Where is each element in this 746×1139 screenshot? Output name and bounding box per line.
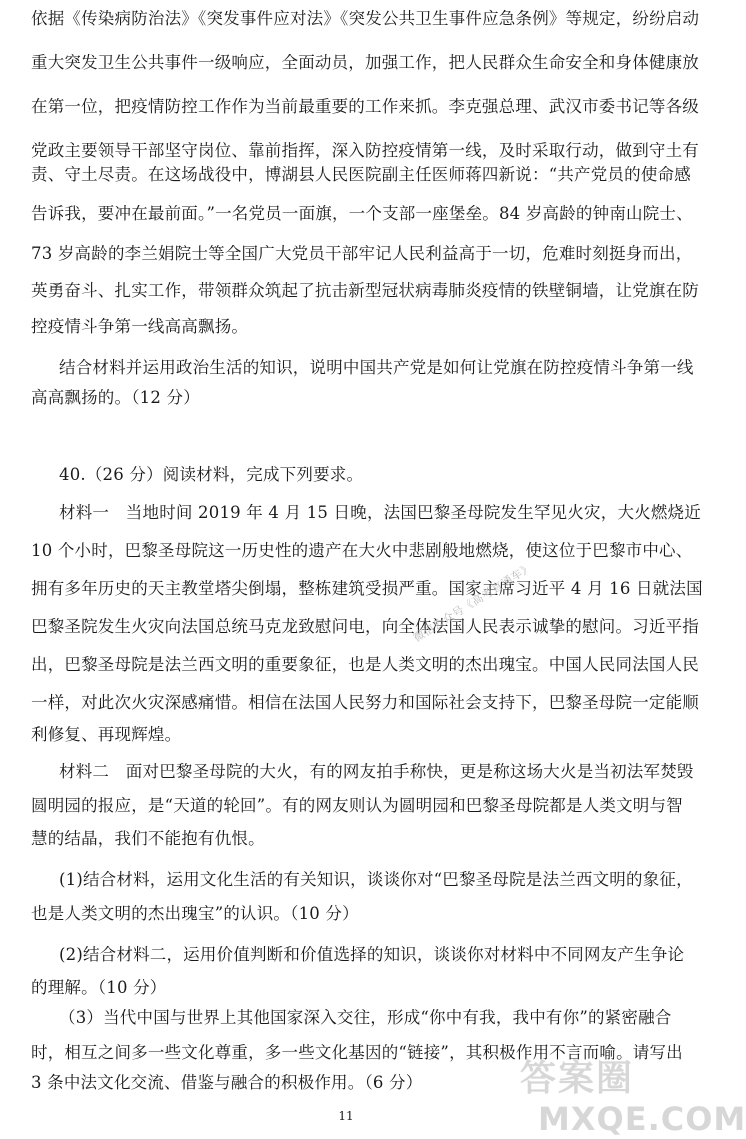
text-line: 在第一位，把疫情防控工作作为当前最重要的工作来抓。李克强总理、武汉市委书记等各级 [31,97,699,116]
sub-question: （3）当代中国与世界上其他国家深入交往，形成“你中有我，我中有你”的紧密融合 [59,1008,672,1027]
sub-question: 也是人类文明的杰出瑰宝”的认识。（10 分） [31,904,359,923]
text-line: 控疫情斗争第一线高高飘扬。 [31,317,249,336]
material-line: 10 个小时，巴黎圣母院这一历史性的遗产在大火中悲剧般地燃烧，使这位于巴黎市中心、 [31,541,693,560]
material-line: 出，巴黎圣母院是法兰西文明的重要象征，也是人类文明的杰出瑰宝。中国人民同法国人民 [31,655,699,674]
material-line: 利修复、再现辉煌。 [31,725,182,744]
sub-question: 的理解。（10 分） [31,978,167,997]
sub-question: 时，相互之间多一些文化尊重，多一些文化基因的“链接”，其积极作用不言而喻。请写出 [31,1043,683,1062]
material-line: 圆明园的报应，是“天道的轮回”。有的网友则认为圆明园和巴黎圣母院都是人类文明与智 [31,796,683,815]
text-line: 英勇奋斗、扎实工作，带领群众筑起了抗击新型冠状病毒肺炎疫情的铁壁铜墙，让党旗在防 [31,281,699,300]
text-line: 依据《传染病防治法》《突发事件应对法》《突发公共卫生事件应急条例》等规定，纷纷启动 [31,9,700,28]
question-heading: 40.（26 分）阅读材料，完成下列要求。 [59,465,364,484]
watermark-text: 微信公众号《高考直通车》 [411,560,535,645]
text-line: 告诉我，要冲在最前面。”一名党员一面旗，一个支部一座堡垒。84 岁高龄的钟南山院士、 [31,204,693,223]
watermark-logo: 答案圈 [520,1057,635,1099]
text-line: 重大突发卫生公共事件一级响应，全面动员，加强工作，把人民群众生命安全和身体健康放 [31,53,699,72]
question-prompt: 高高飘扬的。（12 分） [31,388,200,407]
text-line: 党政主要领导干部坚守岗位、靠前指挥，深入防控疫情第一线，及时采取行动，做到守土有 [31,141,699,160]
question-prompt: 结合材料并运用政治生活的知识，说明中国共产党是如何让党旗在防控疫情斗争第一线 [59,358,694,377]
sub-question: (2)结合材料二，运用价值判断和价值选择的知识，谈谈你对材料中不同网友产生争论 [59,945,685,964]
material-line: 慧的结晶，我们不能抱有仇恨。 [31,829,265,848]
material-line: 拥有多年历史的天主教堂塔尖倒塌，整栋建筑受损严重。国家主席习近平 4 月 16 日就法国 [31,579,703,598]
material-line: 一样，对此次火灾深感痛惜。相信在法国人民努力和国际社会支持下，巴黎圣母院一定能顺 [31,693,699,712]
material-line: 材料一 当地时间 2019 年 4 月 15 日晚，法国巴黎圣母院发生罕见火灾，大火燃烧近 [59,503,701,522]
text-line: 责、守土尽责。在这场战役中，博湖县人民医院副主任医师蒋四新说：“共产党员的使命感 [31,165,691,184]
material-line: 材料二 面对巴黎圣母院的大火，有的网友拍手称快，更是称这场大火是当初法军焚毁 [59,762,694,781]
watermark-domain: MXQE.COM [538,1100,746,1138]
material-line: 巴黎圣院发生火灾向法国总统马克龙致慰问电，向全体法国人民表示诚挚的慰问。习近平指 [31,617,699,636]
page-number: 11 [338,1109,354,1123]
sub-question: (1)结合材料，运用文化生活的有关知识，谈谈你对“巴黎圣母院是法兰西文明的象征， [59,870,693,889]
text-line: 73 岁高龄的李兰娟院士等全国广大党员干部牢记人民利益高于一切，危难时刻挺身而出， [31,244,693,263]
sub-question: 3 条中法文化交流、借鉴与融合的积极作用。（6 分） [31,1073,423,1092]
